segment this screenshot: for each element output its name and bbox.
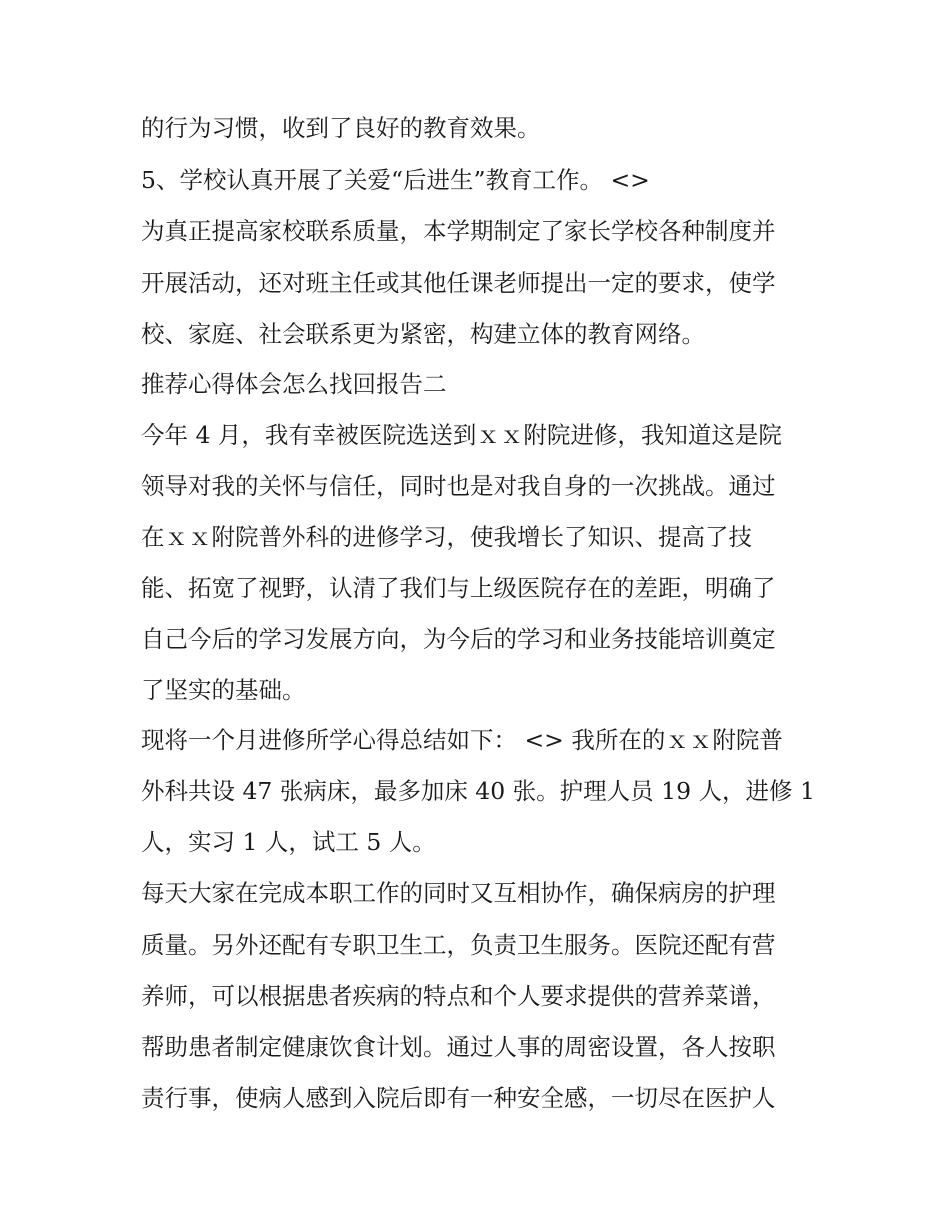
text-line: 的行为习惯，收到了良好的教育效果。 <box>141 114 541 142</box>
text-line: 开展活动，还对班主任或其他任课老师提出一定的要求，使学 <box>141 269 776 297</box>
text-line: 自己今后的学习发展方向，为今后的学习和业务技能培训奠定 <box>141 625 776 653</box>
text-line: 为真正提高家校联系质量，本学期制定了家长学校各种制度并 <box>141 217 776 245</box>
text-line: 5、学校认真开展了关爱“后进生”教育工作。 <> <box>141 166 650 194</box>
text-line: 现将一个月进修所学心得总结如下： <> 我所在的ｘｘ附院普 <box>141 726 783 754</box>
text-line: 质量。另外还配有专职卫生工，负责卫生服务。医院还配有营 <box>141 931 776 959</box>
text-line: 每天大家在完成本职工作的同时又互相协作，确保病房的护理 <box>141 879 776 907</box>
text-line: 外科共设 47 张病床，最多加床 40 张。护理人员 19 人，进修 1 <box>141 777 815 805</box>
text-line: 人，实习 1 人，试工 5 人。 <box>141 828 436 856</box>
text-line: 了坚实的基础。 <box>141 676 306 704</box>
text-line: 今年 4 月，我有幸被医院选送到ｘｘ附院进修，我知道这是院 <box>141 421 782 449</box>
text-line: 能、拓宽了视野，认清了我们与上级医院存在的差距，明确了 <box>141 574 776 602</box>
text-line: 养师，可以根据患者疾病的特点和个人要求提供的营养菜谱， <box>141 982 776 1010</box>
text-line: 在ｘｘ附院普外科的进修学习，使我增长了知识、提高了技 <box>141 523 752 551</box>
text-line: 帮助患者制定健康饮食计划。通过人事的周密设置，各人按职 <box>141 1033 776 1061</box>
section-heading: 推荐心得体会怎么找回报告二 <box>141 370 447 398</box>
text-line: 校、家庭、社会联系更为紧密，构建立体的教育网络。 <box>141 320 705 348</box>
text-line: 责行事，使病人感到入院后即有一种安全感，一切尽在医护人 <box>141 1084 776 1112</box>
text-line: 领导对我的关怀与信任，同时也是对我自身的一次挑战。通过 <box>141 472 776 500</box>
